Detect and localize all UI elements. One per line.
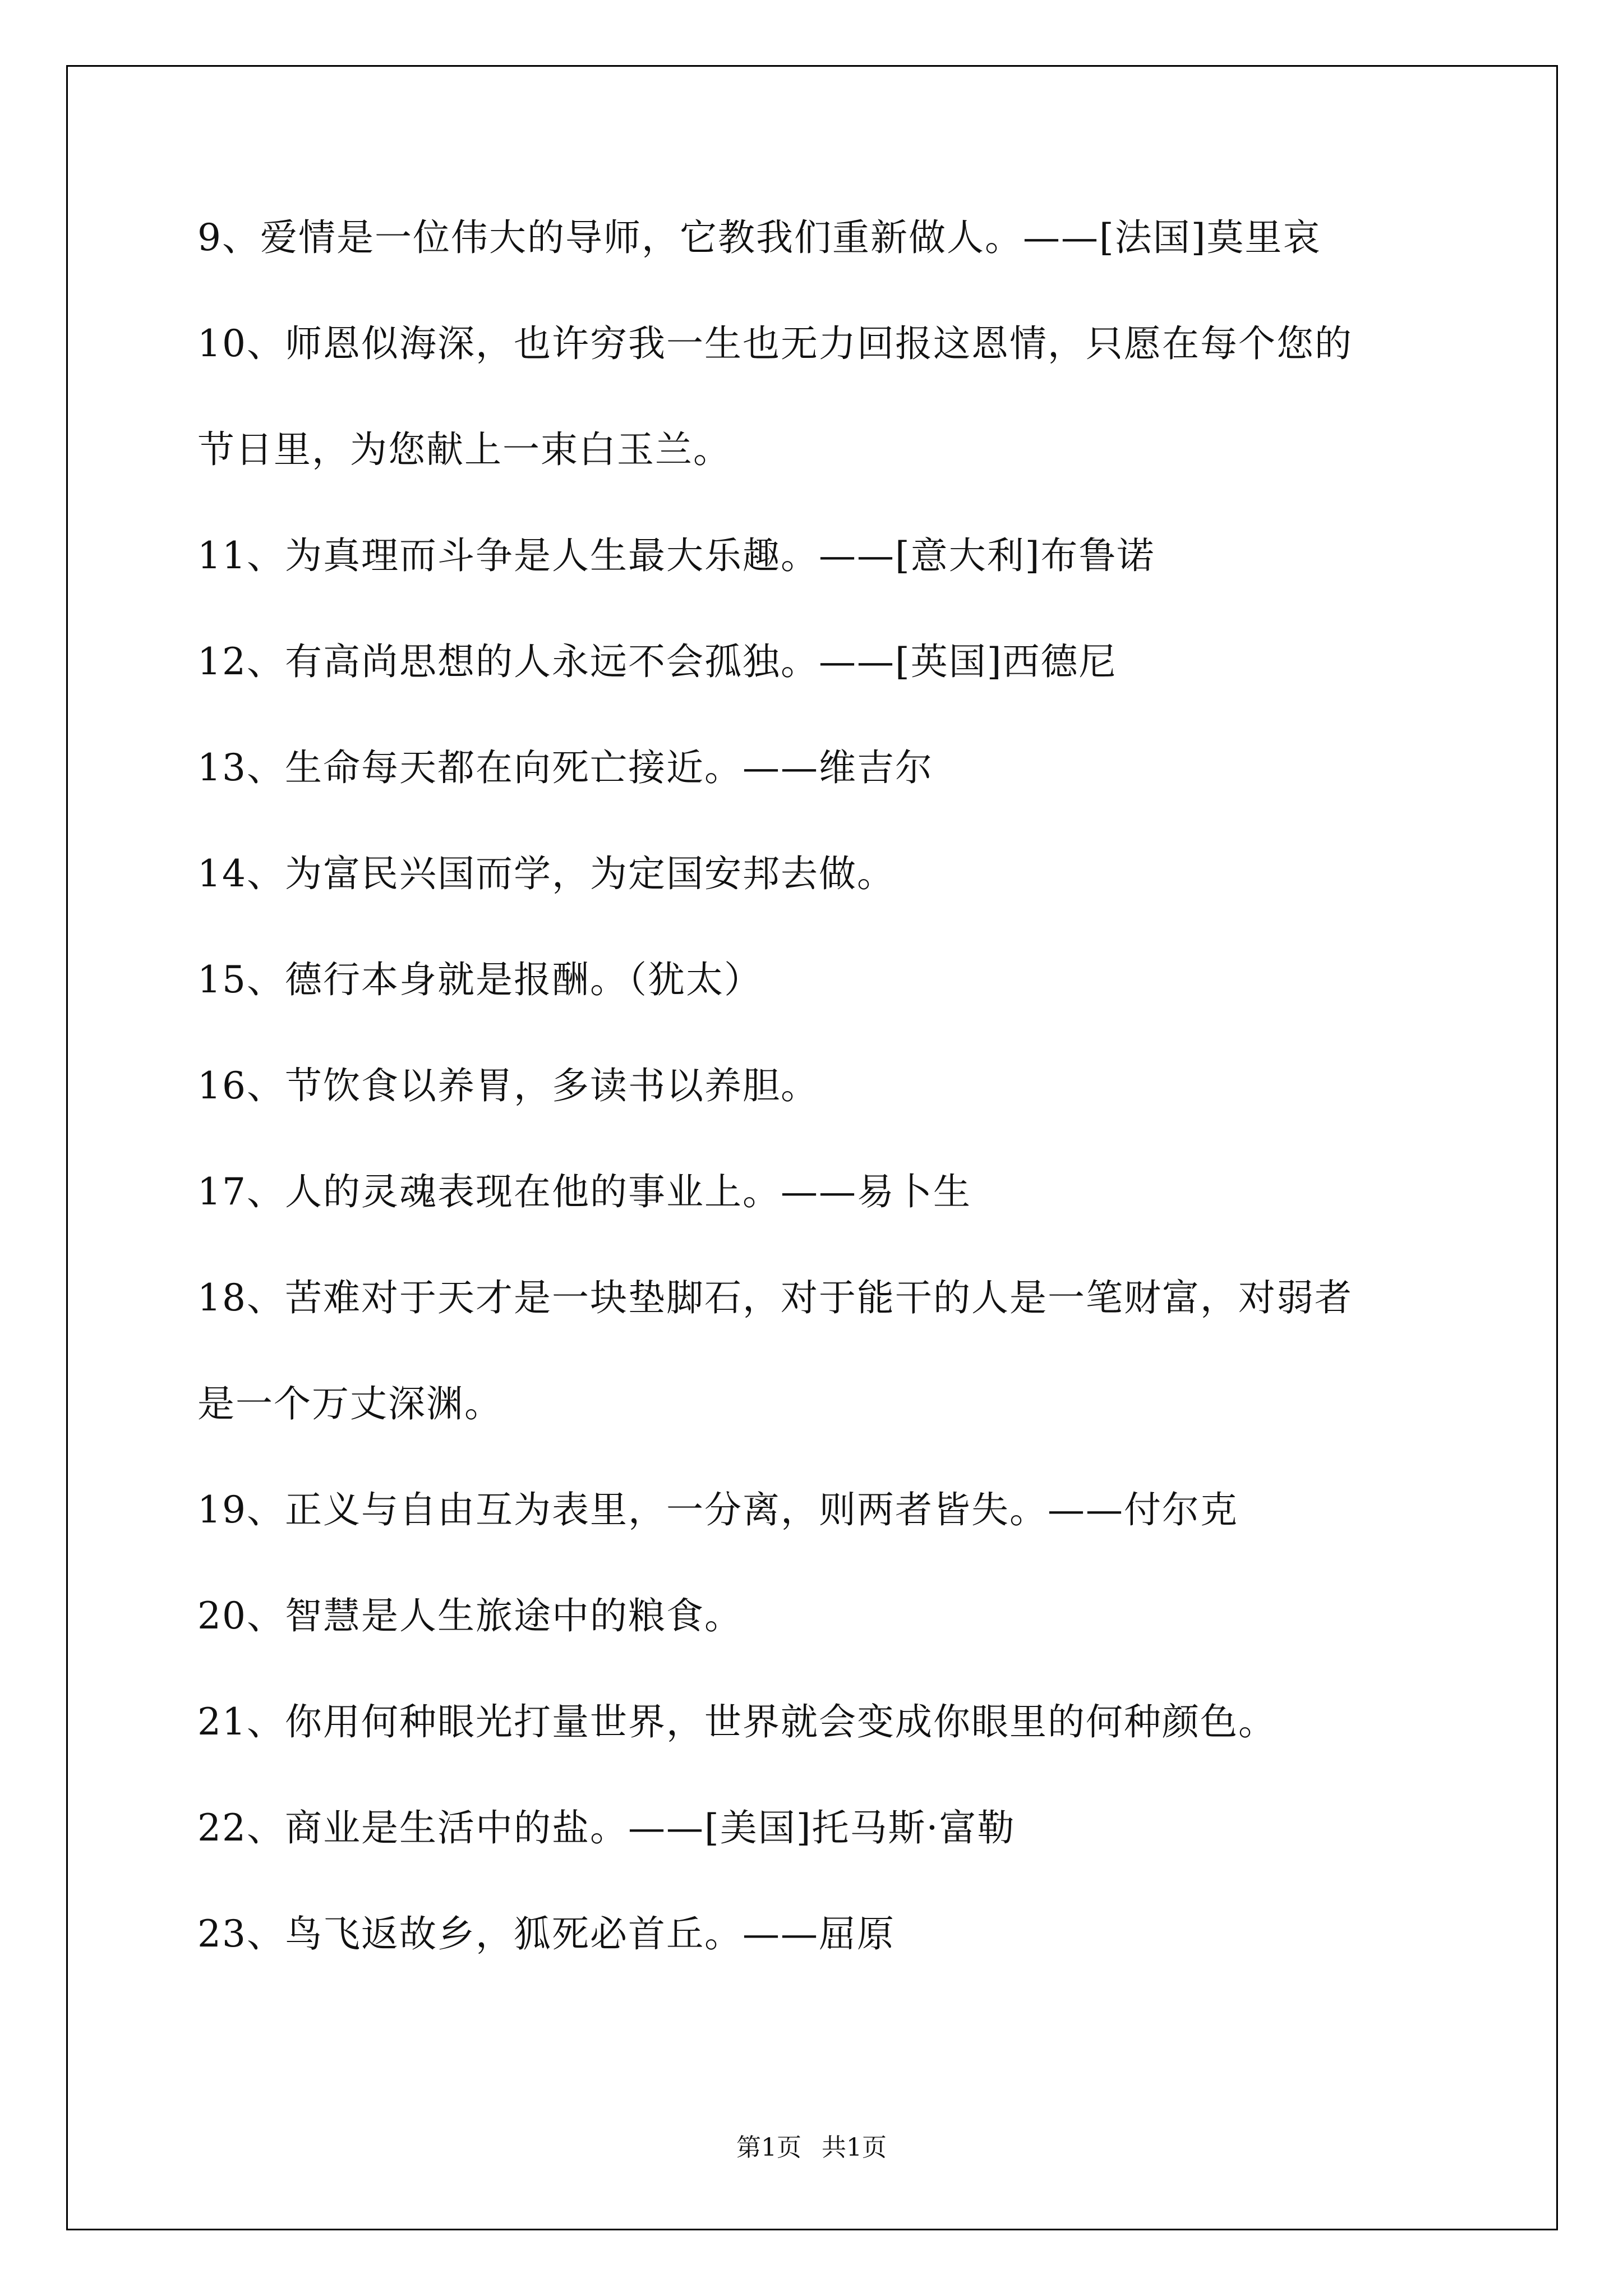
- quote-line: 12、有高尚思想的人永远不会孤独。——[英国]西德尼: [197, 640, 1117, 683]
- quote-line: 10、师恩似海深，也许穷我一生也无力回报这恩情，只愿在每个您的: [197, 322, 1353, 365]
- quote-line: 9、爱情是一位伟大的导师，它教我们重新做人。——[法国]莫里哀: [197, 216, 1321, 259]
- quote-line: 22、商业是生活中的盐。——[美国]托马斯·富勒: [197, 1806, 1016, 1849]
- quote-line: 23、鸟飞返故乡，狐死必首丘。——屈原: [197, 1912, 895, 1955]
- quote-line-continuation: 是一个万丈深渊。: [197, 1382, 502, 1425]
- page-total: 共1页: [822, 2133, 887, 2162]
- quote-line: 13、生命每天都在向死亡接近。——维吉尔: [197, 746, 933, 789]
- quote-line: 18、苦难对于天才是一块垫脚石，对于能干的人是一笔财富，对弱者: [197, 1276, 1353, 1319]
- quote-line: 15、德行本身就是报酬。（犹太）: [197, 958, 762, 1001]
- quote-line: 17、人的灵魂表现在他的事业上。——易卜生: [197, 1170, 971, 1213]
- quote-line: 14、为富民兴国而学，为定国安邦去做。: [197, 852, 895, 895]
- quote-line: 20、智慧是人生旅途中的粮食。: [197, 1594, 743, 1637]
- quote-line: 19、正义与自由互为表里，一分离，则两者皆失。——付尔克: [197, 1488, 1238, 1531]
- page-number: 第1页: [736, 2133, 801, 2162]
- quote-line: 21、你用何种眼光打量世界，世界就会变成你眼里的何种颜色。: [197, 1700, 1276, 1743]
- document-body: [197, 218, 1465, 1954]
- page-footer: [0, 2134, 1623, 2161]
- quote-line: 16、节饮食以养胃，多读书以养胆。: [197, 1064, 819, 1107]
- quote-line: 11、为真理而斗争是人生最大乐趣。——[意大利]布鲁诺: [197, 534, 1155, 577]
- quote-line-continuation: 节日里，为您献上一束白玉兰。: [197, 428, 731, 471]
